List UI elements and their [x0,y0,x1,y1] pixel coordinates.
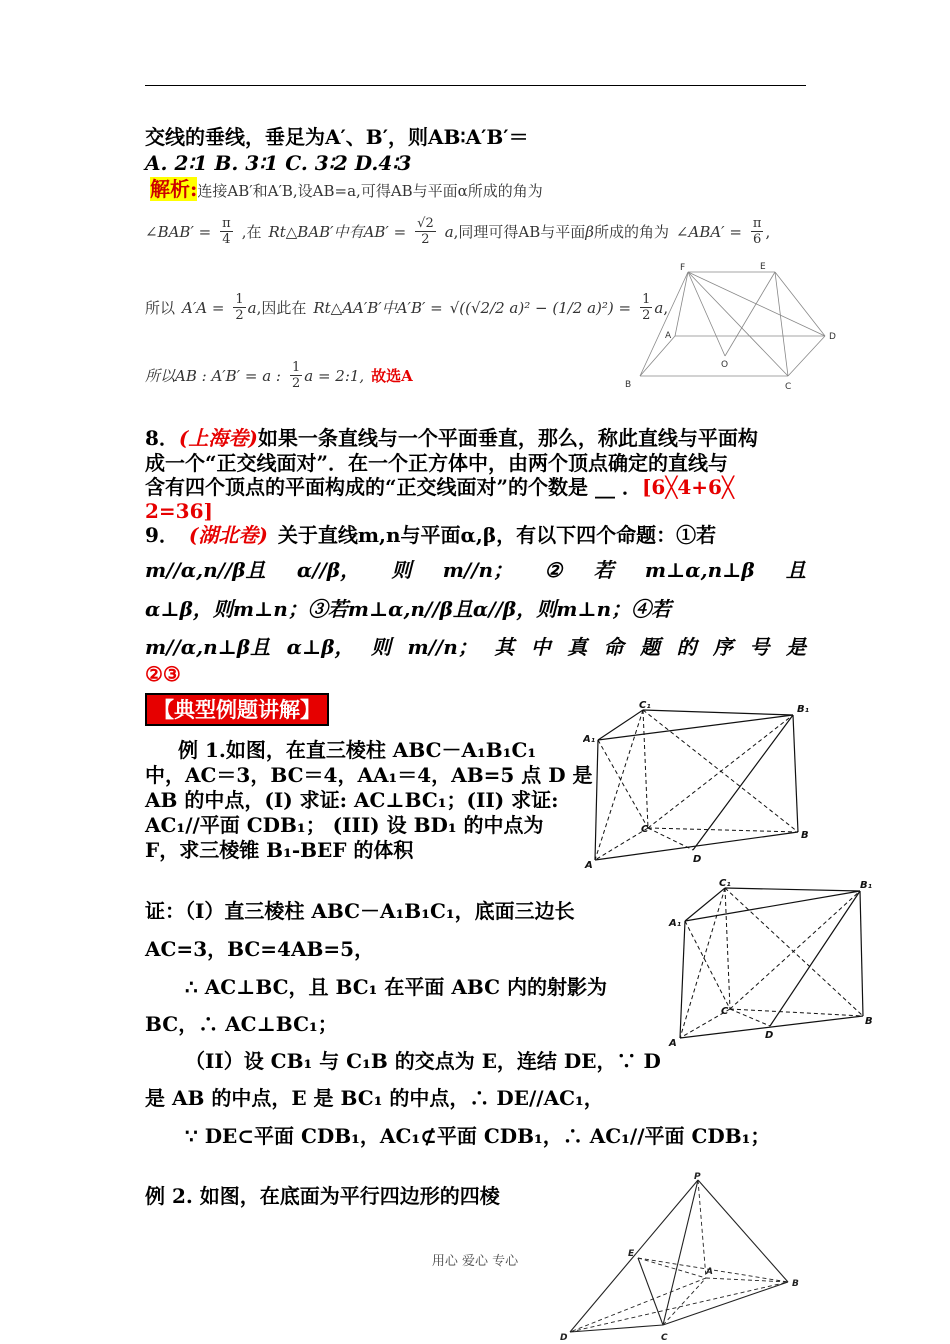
q7-options: A. 2∶1 B. 3∶1 C. 3∶2 D.4∶3 [145,151,412,175]
fig-label: F [680,263,686,273]
q9-line2: m//α,n//β且 α//β， 则 m//n； ② 若 m⊥α,n⊥β 且 [145,558,806,582]
q8-line1: 8．(上海卷)如果一条直线与一个平面垂直，那么，称此直线与平面构 [145,426,758,450]
header-rule [145,85,806,86]
ex1-line4: AC₁//平面 CDB₁； (III) 设 BD₁ 的中点为 [145,813,544,837]
frac-root2-2: $\frac{√2}{2}$ [417,216,434,247]
ex2-line1: 例 2. 如图，在底面为平行四边形的四棱 [145,1184,500,1208]
svg-text:O: O [721,360,729,370]
proof-line6: 是 AB 的中点，E 是 BC₁ 的中点，∴ DE//AC₁， [145,1086,604,1110]
q7-figure [620,258,845,393]
q8-line2: 成一个“正交线面对”．在一个正方体中，由两个顶点确定的直线与 [145,451,729,475]
svg-text:B₁: B₁ [860,880,873,891]
q9-tag: (湖北卷) [188,523,268,547]
proof-line4: BC，∴ AC⊥BC₁； [145,1012,338,1036]
proof-line5: （II）设 CB₁ 与 C₁B 的交点为 E，连结 DE，∵ D [185,1049,661,1073]
svg-text:D: D [693,854,702,865]
svg-text:P: P [694,1172,701,1182]
q9-line1: 9． (湖北卷) 关于直线m,n与平面α,β，有以下四个命题：①若 [145,523,717,547]
svg-text:A: A [669,1038,677,1049]
svg-text:B: B [865,1016,873,1027]
svg-text:C: C [641,824,649,835]
section-header: 【典型例题讲解】 [145,698,329,722]
q7-line4: 所以AB : A′B′ = a : $\frac{1}{2}$ a = 2:1, 故选A [145,360,413,391]
svg-text:C: C [661,1333,668,1343]
svg-text:B: B [792,1279,799,1289]
ex1-line5: F，求三棱锥 B₁-BEF 的体积 [145,838,414,862]
analysis-label: 解析: [150,177,198,201]
svg-text:B₁: B₁ [797,704,810,715]
proof-line7: ∵ DE⊂平面 CDB₁，AC₁⊄平面 CDB₁，∴ AC₁//平面 CDB₁； [185,1124,771,1148]
frac-pi-4: $\frac{\pi}{4}$ [222,216,231,247]
q9-line4: m//α,n⊥β且 α⊥β， 则 m//n； 其 中 真 命 题 的 序 号 是 [145,635,806,659]
svg-text:A: A [665,331,672,341]
q7-line2: ∠BAB′ = $\frac{\pi}{4}$ ,在 Rt△BAB′中有AB′ = $\frac{√2}{2}$ a,同理可得AB与平面β所成的角为 ∠ABA′ = $\frac{\pi}{6}$ , [145,216,771,247]
svg-text:E: E [628,1249,635,1259]
svg-text:B: B [625,380,632,390]
proof-line2: AC=3，BC=4AB=5， [145,937,375,961]
ex1-figure-1 [583,700,818,872]
q8-line3: 含有四个顶点的平面构成的“正交线面对”的个数是 __ ．[6╳4+6╳ [145,475,734,499]
frac-pi-6: $\frac{\pi}{6}$ [752,216,762,247]
q8-answer-a: [6╳4+6╳ [641,475,734,499]
svg-text:D: D [560,1333,568,1343]
ex1-line2: 中，AC＝3，BC＝4，AA₁＝4，AB=5 点 D 是 [145,763,593,787]
q7-line3: 所以 A′A = $\frac{1}{2}$ a,因此在 Rt△AA′B′中A′B′ = √((√2/2 a)² − (1/2 a)²) = $\frac{1}{2}$ a, [145,292,669,323]
svg-text:A: A [706,1267,713,1277]
proof-line3: ∴ AC⊥BC，且 BC₁ 在平面 ABC 内的射影为 [185,975,608,999]
svg-text:C: C [721,1006,729,1017]
proof-line1: 证：（I）直三棱柱 ABC－A₁B₁C₁，底面三边长 [145,899,575,923]
svg-text:D: D [765,1030,774,1041]
svg-text:A: A [585,860,593,871]
q7-analysis: 解析:连接AB′和A′B,设AB=a,可得AB与平面α所成的角为 [150,177,543,201]
q8-tag: (上海卷) [178,426,258,450]
q9-answer: ②③ [145,662,181,686]
svg-text:A₁: A₁ [583,734,596,745]
q8-answer-b: 2=36] [145,499,213,523]
q9-line3: α⊥β，则m⊥n；③若m⊥α,n//β且α//β，则m⊥n；④若 [145,597,672,621]
page-footer: 用心 爱心 专心 [431,1254,519,1269]
svg-text:E: E [760,262,766,272]
svg-text:C₁: C₁ [639,700,651,711]
svg-text:D: D [829,332,836,342]
ex1-line3: AB 的中点，(I) 求证: AC⊥BC₁；(II) 求证: [145,788,559,812]
svg-text:C: C [785,382,792,392]
q7-line1: 交线的垂线，垂足为A′、B′，则AB∶A′B′＝ [145,125,529,149]
ex1-line1: 例 1.如图，在直三棱柱 ABC－A₁B₁C₁ [178,738,537,762]
svg-text:A₁: A₁ [669,918,682,929]
svg-text:C₁: C₁ [719,878,731,889]
svg-text:B: B [801,830,809,841]
q7-answer: 故选A [371,367,413,385]
ex1-figure-2 [665,876,880,1051]
